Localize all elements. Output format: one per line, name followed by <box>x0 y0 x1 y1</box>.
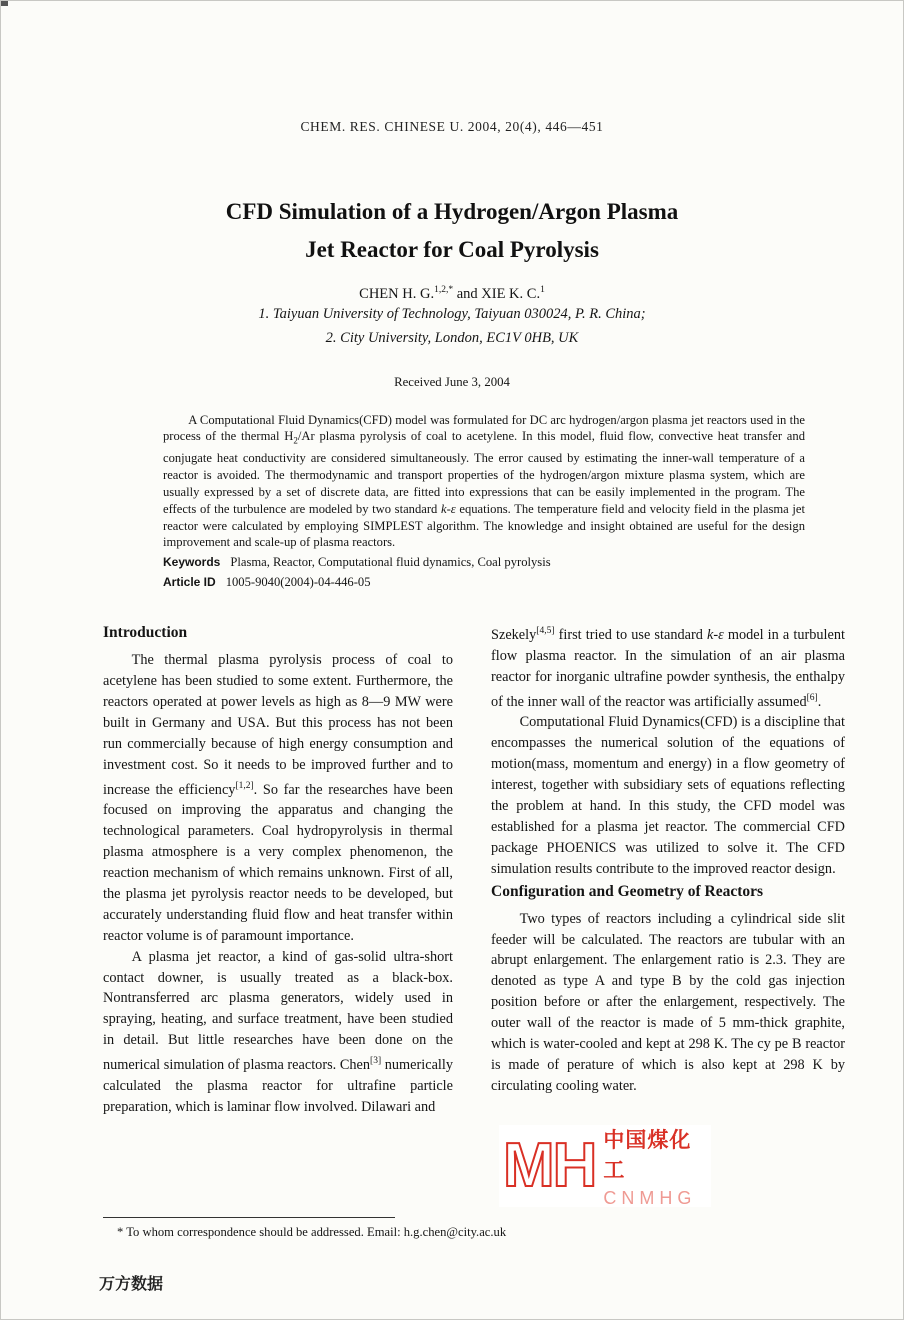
right-paragraph-2: Computational Fluid Dynamics(CFD) is a discipline that encompasses the numerical solution of the equations of motion(mass, momentum and energy) in a flow geometry of interest, together with subsidiary sets of equations reflecting the problem at hand. In this study, the CFD model was established for a plasma jet reactor. The commercial CFD package PHOENICS was utilized to solve it. The CFD simulation results contribute to the improved reactor design. <box>491 714 845 877</box>
keywords-label: Keywords <box>163 555 221 570</box>
wanfang-data-stamp: 万方数据 <box>99 1276 164 1293</box>
section-heading-introduction: Introduction <box>103 624 188 642</box>
watermark-latin-text: CNMHG <box>603 1187 697 1208</box>
cnmhg-watermark <box>499 1125 711 1207</box>
article-id-text: 1005-9040(2004)-04-446-05 <box>225 575 371 590</box>
journal-header: CHEM. RES. CHINESE U. 2004, 20(4), 446—451 <box>300 119 604 134</box>
intro-paragraph-1: The thermal plasma pyrolysis process of coal to acetylene has been studied to some extent. Furthermore, the reactors operated at power levels as high as 8—9 MW were built in Germany and USA. But this process has not been run commercially because of high energy consumption and investment cost. So it needs to be improved further and to increase the efficiency[1,2]. So far the researches have been focused on improving the apparatus and changing the technological parameters. Coal hydropyrolysis in thermal plasma atmosphere is a very complex phenomenon, the reaction mechanism of which remains unknown. First of all, the plasma jet pyrolysis reactor needs to be developed, but accurately understanding fluid flow and heat transfer within reactor volume is of paramount importance. <box>103 652 454 944</box>
right-column <box>491 621 845 1117</box>
received-date: Received June 3, 2004 <box>394 374 510 389</box>
paper-title-line1: CFD Simulation of a Hydrogen/Argon Plasma <box>225 199 679 224</box>
left-column <box>103 621 453 1117</box>
affiliation-2: 2. City University, London, EC1V 0HB, UK <box>325 329 579 346</box>
authors-line: CHEN H. G.$^{1,2,*}$ and XIE K. C.$^1$ <box>359 284 545 302</box>
correspondence-footnote: * To whom correspondence should be addressed. Email: h.g.chen@city.ac.uk <box>117 1225 507 1239</box>
right-paragraph-3: Two types of reactors including a cylindrical side slit feeder will be calculated. The reactors are tubular with an abrupt enlargement. The enlargement ratio is 2.3. They are denoted as type A and type B by the cold gas injection position before or after the enlargement, respectively. The outer wall of the reactor is made of 5 mm-thick graphite, which is water-cooled and kept at 298 K. The cy pe B reactor is made of perature of which is also kept at 298 K by circulating cooling water. <box>491 910 845 1094</box>
footnote-separator <box>103 1217 395 1218</box>
two-column-body <box>103 621 845 1117</box>
watermark-chinese-text: 中国煤化工 <box>603 1128 692 1182</box>
mh-logo-icon: MH <box>503 1131 596 1200</box>
watermark-text-block <box>603 1124 707 1209</box>
abstract <box>163 412 805 552</box>
keywords-text: Plasma, Reactor, Computational fluid dynamics, Coal pyrolysis <box>230 555 551 570</box>
abstract-text: A Computational Fluid Dynamics(CFD) model was formulated for DC arc hydrogen/argon plasma jet reactors used in the process of the thermal $H_2/Ar$ plasma pyrolysis of coal to acetylene. In this model, fluid flow, convective heat transfer and conjugate heat conductivity are considered simultaneously. The error caused by estimating the inner-wall temperature of a reactor is avoided. The thermodynamic and transport properties of the hydrogen/argon mixture plasma system, which are usually expressed by a set of discrete data, are fitted into expressions that can be easily implemented in the program. The effects of the turbulence are modeled by two standard k-ε equations. The temperature field and velocity field in the plasma jet reactor were calculated by employing SIMPLEST algorithm. The knowledge and insight obtained are useful for the design improvement and scale-up of plasma reactors. <box>163 412 805 550</box>
right-paragraph-1: Szekely[4,5] first tried to use standard k-ε model in a turbulent flow plasma reactor. In the simulation of an air plasma reactor for inorganic ultrafine powder synthesis, the enthalpy of the inner wall of the reactor was artificially assumed[6]. <box>491 626 845 710</box>
keywords-line <box>163 554 805 571</box>
article-id-line <box>163 574 805 591</box>
paper-title <box>1 193 903 269</box>
affiliation-1: 1. Taiyuan University of Technology, Taiyuan 030024, P. R. China; <box>258 305 646 322</box>
scan-corner-artifact <box>1 1 8 6</box>
section-heading-configuration: Configuration and Geometry of Reactors <box>491 882 764 900</box>
intro-paragraph-2: A plasma jet reactor, a kind of gas-solid ultra-short contact downer, is usually treated as a black-box. Nontransferred arc plasma generators, widely used in spraying, heating, and surface treatment, have been studied in detail. But little researches have been done on the numerical simulation of plasma reactors. Chen[3] numerically calculated the plasma reactor for ultrafine particle preparation, which is laminar flow involved. Dilawari and <box>103 948 454 1115</box>
paper-title-line2: Jet Reactor for Coal Pyrolysis <box>305 236 599 262</box>
article-id-label: Article ID <box>163 575 216 590</box>
